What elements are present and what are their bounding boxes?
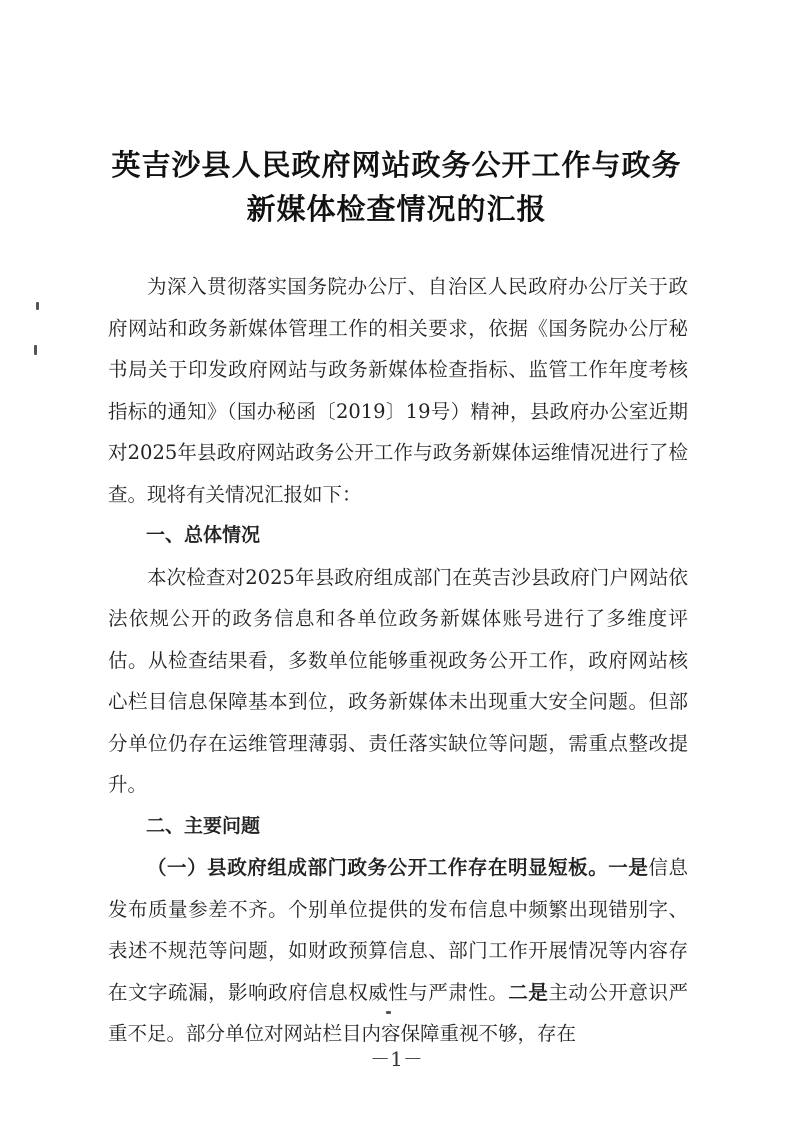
section-1-heading: 一、总体情况 [146, 524, 261, 546]
section-2-heading: 二、主要问题 [146, 814, 261, 837]
page-number: －1－ [370, 1047, 423, 1071]
document-title [60, 143, 733, 231]
intro-paragraph: 为深入贯彻落实国务院办公厅、自治区人民政府办公厅关于政府网站和政务新媒体管理工作的相关要求，依据《国务院办公厅秘书局关于印发政府网站与政务新媒体检查指标、监管工作年度考核指标的通知》（国办秘函〔2019〕19号）精神，县政府办公室近期对2025年县政府网站政务公开工作与政务新媒体运维情况进行了检查。现将有关情况汇报如下： [108, 275, 688, 506]
binding-mark [36, 302, 39, 310]
section-2-paragraph [108, 847, 688, 1055]
binding-mark [34, 345, 37, 355]
section-1-paragraph: 本次检查对2025年县政府组成部门在英吉沙县政府门户网站依法依规公开的政务信息和各单位政务新媒体账号进行了多维度评估。从检查结果看，多数单位能够重视政务公开工作，政府网站核心栏目信息保障基本到位，政务新媒体未出现重大安全问题。但部分单位仍存在运维管理薄弱、责任落实缺位等问题，需重点整改提升。 [108, 565, 688, 796]
point-1-lead: 一是 [608, 856, 649, 879]
point-1-text: 信息发布质量参差不齐。个别单位提供的发布信息中频繁出现错别字、表述不规范等问题，如财政预算信息、部门工作开展情况等内容存在文字疏漏，影响政府信息权威性与严肃性。 [108, 856, 688, 1004]
document-body [108, 266, 688, 1055]
title-line-2: 新媒体检查情况的汇报 [246, 192, 547, 226]
point-2-text: 主动公开意识严重不足。部分单位对网站栏目内容保障重视不够，存在 [108, 980, 688, 1045]
subsection-1-heading: （一）县政府组成部门政务公开工作存在明显短板。 [147, 856, 609, 879]
title-line-1: 英吉沙县人民政府网站政务公开工作与政务 [111, 148, 682, 182]
point-2-lead: 二是 [508, 980, 549, 1004]
